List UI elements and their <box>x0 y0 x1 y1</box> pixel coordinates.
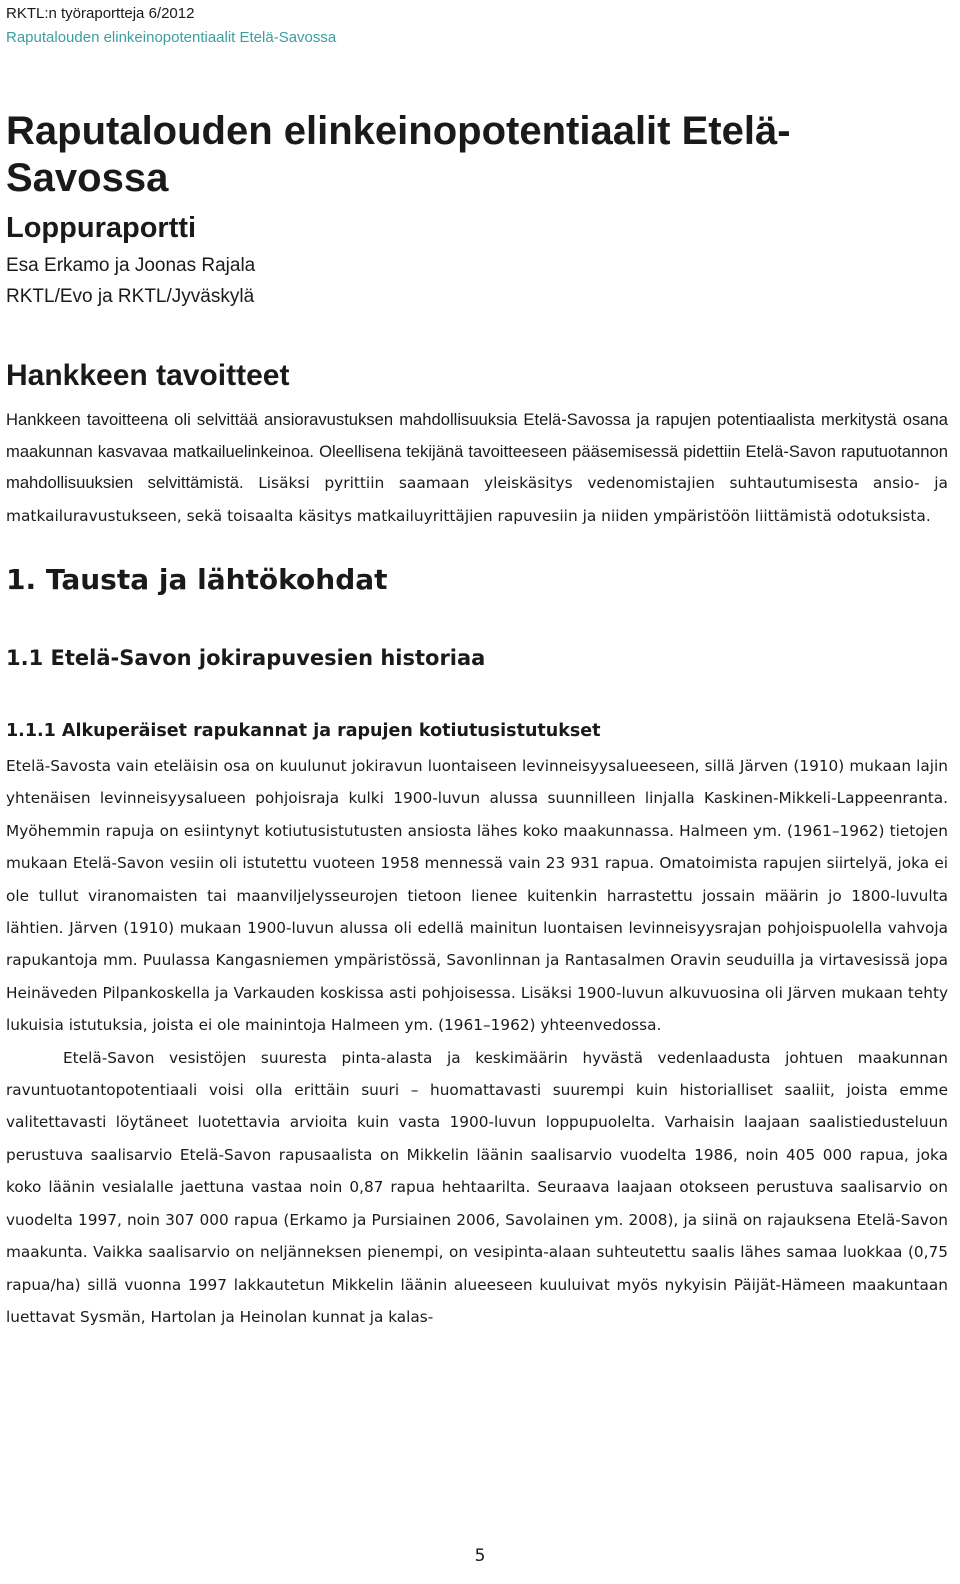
goals-text-part1: Hankkeen tavoitteena oli selvittää ansioravustuksen mahdollisuuksia Etelä-Savossa ja rapujen potentiaalista merkitystä osana maakunnan kasvavaa matkailuelinkeinoa. Oleellisena tekijänä tavoitteeseen pääsemisessä pidettiin Etelä-Savon raputuotannon mahdollisuuksien selvittämistä. <box>6 410 948 492</box>
goals-text-part2: Lisäksi pyrittiin saamaan yleiskäsitys vedenomistajien suhtautumisesta ansio- ja matkailuravustukseen, sekä toisaalta käsitys matkailuyrittäjien rapuvesiin ja niiden ympäristöön liittämistä odotuksista. <box>6 474 948 525</box>
goals-heading: Hankkeen tavoitteet <box>6 359 290 392</box>
authors: Esa Erkamo ja Joonas Rajala <box>6 255 256 276</box>
page-number: 5 <box>474 1546 486 1566</box>
section-1-1-1-heading: 1.1.1 Alkuperäiset rapukannat ja rapujen kotiutusistutukset <box>6 721 601 741</box>
page-content <box>6 108 948 1333</box>
running-head-title: Raputalouden elinkeinopotentiaalit Etelä-Savossa <box>6 29 337 46</box>
goals-paragraph <box>6 404 948 532</box>
body-paragraph-1: Etelä-Savosta vain eteläisin osa on kuulunut jokiravun luontaiseen levinneisyysalueeseen, sillä Järven (1910) mukaan lajin yhtenäisen levinneisyysalueen pohjoisraja kulki 1900-luvun alussa suunnilleen linjalla Kaskinen-Mikkeli-Lappeenranta. Myöhemmin rapuja on esiintynyt kotiutusistutusten ansiosta lähes koko maakunnassa. Halmeen ym. (1961–1962) tietojen mukaan Etelä-Savon vesiin oli istutettu vuoteen 1958 mennessä vain 23 931 rapua. Omatoimista rapujen siirtelyä, joka ei ole tullut viranomaisten tai maanviljelysseurojen tietoon lienee kuitenkin harrastettu jossain määrin jo 1800-luvulta lähtien. Järven (1910) mukaan 1900-luvun alussa oli edellä mainitun luontaisen levinneisyysrajan pohjoispuolella vahvoja rapukantoja mm. Puulassa Kangasniemen ympäristössä, Savonlinnan ja Rantasalmen Oravin seuduilla ja virtavesissä jopa Heinäveden Pilpankoskella ja Varkauden koskissa asti pohjoisessa. Lisäksi 1900-luvun alkuvuosina oli Järven mukaan tehty lukuisia istutuksia, joista ei ole mainintoja Halmeen ym. (1961–1962) yhteenvedossa. <box>6 757 948 1035</box>
document-title: Raputalouden elinkeinopotentiaalit Etelä-Savossa <box>6 109 791 200</box>
section-1-1-heading: 1.1 Etelä-Savon jokirapuvesien historiaa <box>6 646 486 670</box>
report-type: Loppuraportti <box>6 212 197 244</box>
section-1-heading: 1. Tausta ja lähtökohdat <box>6 563 388 596</box>
running-head <box>6 2 336 50</box>
affiliations: RKTL/Evo ja RKTL/Jyväskylä <box>6 286 255 307</box>
report-series: RKTL:n työraportteja 6/2012 <box>6 5 195 22</box>
body-paragraph-2: Etelä-Savon vesistöjen suuresta pinta-alasta ja keskimäärin hyvästä vedenlaadusta johtuen maakunnan ravuntuotantopotentiaali voisi olla erittäin suuri – huomattavasti suurempi kuin historialliset saaliit, joista emme valitettavasti löytäneet luotettavia arvioita kuin vasta 1900-luvun loppupuolelta. Varhaisin laajaan saalistiedusteluun perustuva saalisarvio Etelä-Savon rapusaalista on Mikkelin läänin saalisarvio vuodelta 1986, noin 405 000 rapua, joka koko läänin vesialalle jaettuna vastaa noin 0,87 rapua hehtaarilta. Seuraava laajaan otokseen perustuva saalisarvio on vuodelta 1997, noin 307 000 rapua (Erkamo ja Pursiainen 2006, Savolainen ym. 2008), ja siinä on rajauksena Etelä-Savon maakunta. Vaikka saalisarvio on neljänneksen pienempi, on vesipinta-alaan suhteutettu saalis lähes samaa luokkaa (0,75 rapua/ha) sillä vuonna 1997 lakkautetun Mikkelin läänin alueeseen kuuluivat myös nykyisin Päijät-Hämeen maakuntaan luettavat Sysmän, Hartolan ja Heinolan kunnat ja kalas- <box>6 1048 948 1326</box>
